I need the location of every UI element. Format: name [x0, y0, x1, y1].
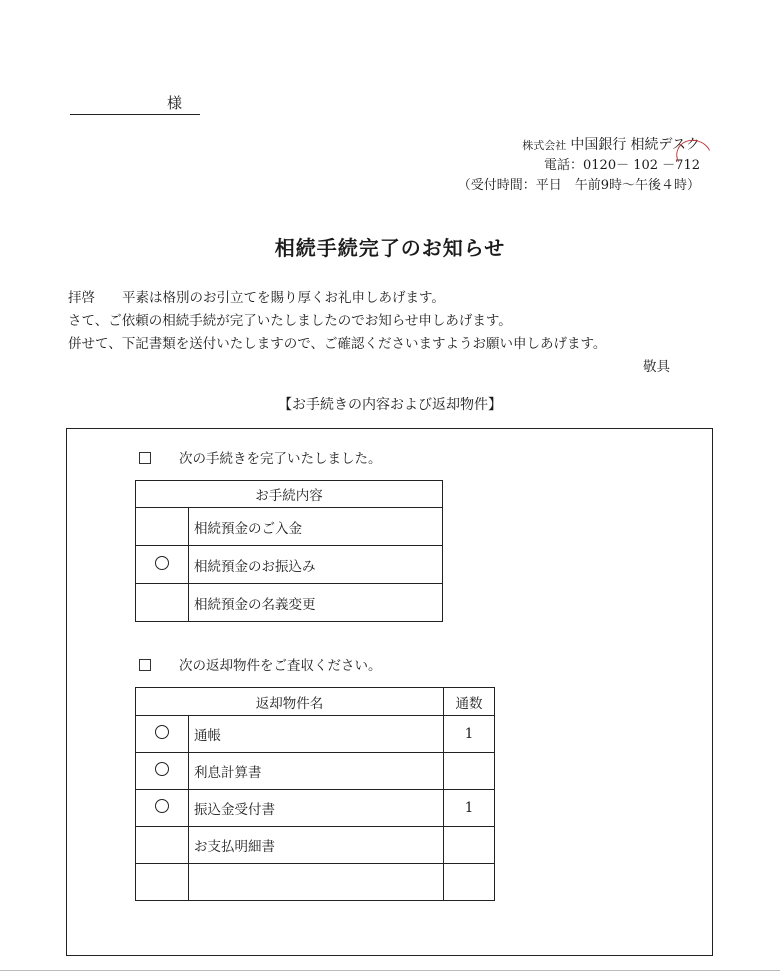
table-header-row	[136, 688, 495, 716]
table-header-row	[136, 481, 443, 508]
sender-block	[458, 135, 700, 196]
mark-cell	[136, 584, 189, 622]
table-row	[136, 546, 443, 584]
company-name: 中国銀行	[570, 137, 627, 153]
return-item-count	[444, 753, 495, 790]
return-item-label: お支払明細書	[189, 827, 444, 864]
table-row	[136, 864, 495, 901]
table-row	[136, 508, 443, 546]
procedures-check-label: 次の手続きを完了いたしました。	[179, 451, 382, 467]
circle-mark-icon	[155, 799, 169, 813]
desk-name: 相続デスク	[630, 137, 700, 153]
return-item-label: 通帳	[189, 716, 444, 753]
return-item-count	[444, 864, 495, 901]
checkbox-icon	[139, 452, 151, 464]
addressee-line	[70, 92, 200, 115]
table-row	[136, 827, 495, 864]
return-item-count	[444, 827, 495, 864]
mark-cell	[136, 790, 189, 827]
body-line-2: さて、ご依頼の相続手続が完了いたしましたのでお知らせ申しあげます。	[68, 313, 512, 329]
mark-cell	[136, 716, 189, 753]
table-row	[136, 584, 443, 622]
procedure-label: 相続預金のお振込み	[189, 546, 443, 584]
table-row	[136, 753, 495, 790]
table-row	[136, 716, 495, 753]
circle-mark-icon	[155, 556, 169, 570]
returns-table	[135, 687, 495, 901]
procedures-header: お手続内容	[136, 481, 443, 508]
checkbox-icon	[139, 659, 151, 671]
procedure-label: 相続預金の名義変更	[189, 584, 443, 622]
procedures-table	[135, 480, 443, 622]
company-prefix: 株式会社	[522, 139, 567, 152]
returns-header-count: 通数	[444, 688, 495, 716]
mark-cell	[136, 546, 189, 584]
circle-mark-icon	[155, 725, 169, 739]
section-heading: 【お手続きの内容および返却物件】	[278, 397, 502, 413]
addressee-suffix: 様	[166, 94, 182, 112]
details-frame	[66, 428, 713, 956]
return-item-label: 振込金受付書	[189, 790, 444, 827]
circle-mark-icon	[155, 762, 169, 776]
return-item-count: 1	[444, 790, 495, 827]
mark-cell	[136, 864, 189, 901]
body-line-1: 拝啓 平素は格別のお引立てを賜り厚くお礼申しあげます。	[68, 290, 445, 306]
mark-cell	[136, 508, 189, 546]
procedures-check-line	[139, 447, 382, 467]
table-row	[136, 790, 495, 827]
returns-check-label: 次の返却物件をご査収ください。	[179, 658, 382, 674]
returns-check-line	[139, 654, 382, 674]
body-line-3: 併せて、下記書類を送付いたしますので、ご確認くださいますようお願い申しあげます。	[68, 336, 607, 352]
sender-hours: （受付時間：平日 午前9時～午後４時）	[457, 178, 700, 193]
mark-cell	[136, 827, 189, 864]
page-bottom-rule	[0, 970, 780, 971]
letter-body	[68, 287, 708, 379]
sender-company	[458, 135, 700, 156]
closing-word: 敬具	[643, 359, 670, 375]
mark-cell	[136, 753, 189, 790]
return-item-label: 利息計算書	[189, 753, 444, 790]
return-item-label	[189, 864, 444, 901]
return-item-count: 1	[444, 716, 495, 753]
returns-header-item: 返却物件名	[136, 688, 444, 716]
sender-phone: 電話：0120－ 102 －712	[544, 158, 700, 173]
document-title: 相続手続完了のお知らせ	[274, 236, 506, 260]
procedure-label: 相続預金のご入金	[189, 508, 443, 546]
